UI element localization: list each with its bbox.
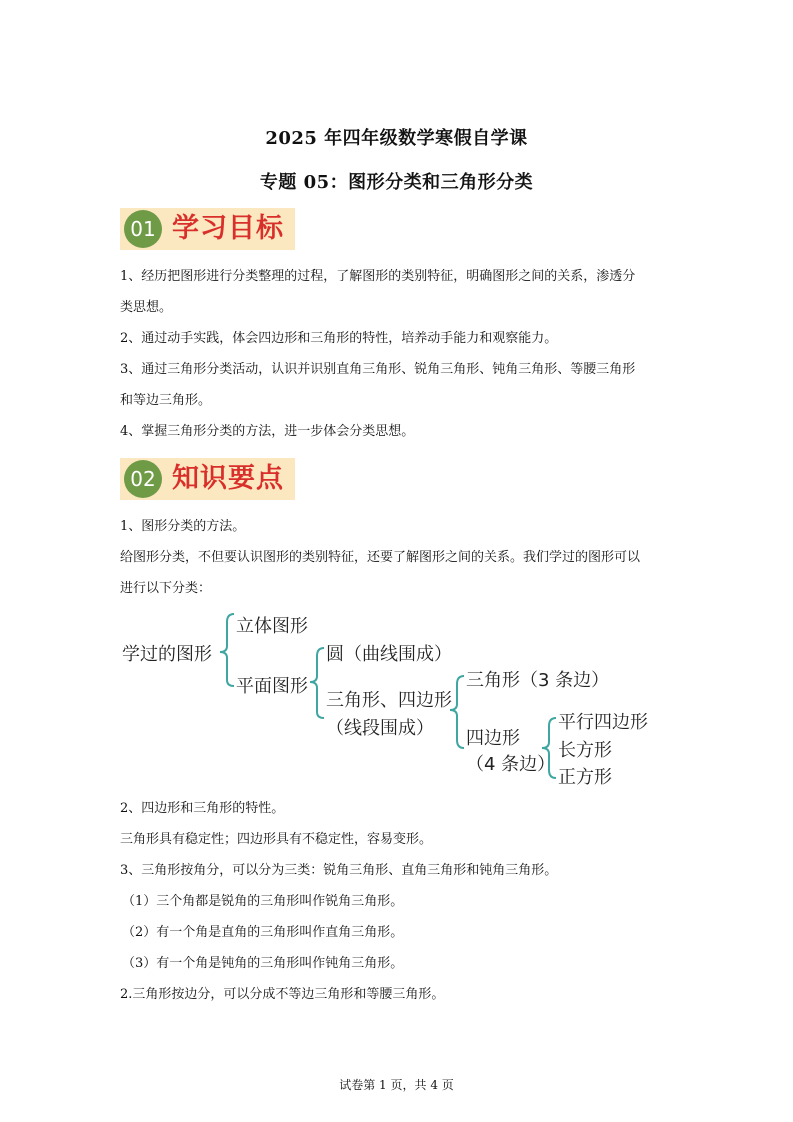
section-label: 知识要点 bbox=[172, 463, 284, 494]
knowledge-line: 3、三角形按角分，可以分为三类：锐角三角形、直角三角形和钝角三角形。 bbox=[120, 863, 558, 878]
node-triangle: 三角形（3 条边） bbox=[466, 670, 610, 691]
knowledge-line: （2）有一个角是直角的三角形叫作直角三角形。 bbox=[122, 925, 404, 940]
section-label: 学习目标 bbox=[172, 213, 284, 244]
objective-line: 2、通过动手实践，体会四边形和三角形的特性，培养动手能力和观察能力。 bbox=[120, 331, 558, 346]
objective-line: 1、经历把图形进行分类整理的过程，了解图形的类别特征，明确图形之间的关系，渗透分 bbox=[120, 269, 636, 284]
section-number: 01 bbox=[124, 210, 162, 248]
shape-classification-diagram bbox=[0, 600, 793, 795]
knowledge-line: （3）有一个角是钝角的三角形叫作钝角三角形。 bbox=[122, 956, 404, 971]
node-parallelogram: 平行四边形 bbox=[558, 712, 648, 733]
section-header-objectives bbox=[120, 208, 295, 250]
knowledge-line: 三角形具有稳定性；四边形具有不稳定性，容易变形。 bbox=[120, 832, 433, 847]
node-circle: 圆（曲线围成） bbox=[326, 644, 452, 665]
objective-line: 3、通过三角形分类活动，认识并识别直角三角形、锐角三角形、钝角三角形、等腰三角形 bbox=[120, 362, 636, 377]
node-quadrilateral: 四边形 bbox=[466, 728, 520, 749]
brace-icon bbox=[310, 648, 324, 718]
node-polygon-note: （线段围成） bbox=[326, 718, 434, 739]
knowledge-intro bbox=[120, 511, 680, 604]
node-plane: 平面图形 bbox=[236, 676, 308, 697]
section-number: 02 bbox=[124, 460, 162, 498]
objective-line: 4、掌握三角形分类的方法，进一步体会分类思想。 bbox=[120, 424, 415, 439]
node-rectangle: 长方形 bbox=[558, 740, 612, 761]
knowledge-line: 进行以下分类： bbox=[120, 581, 212, 596]
objective-line: 和等边三角形。 bbox=[120, 393, 212, 408]
node-polygon: 三角形、四边形 bbox=[326, 690, 452, 711]
page-footer: 试卷第 1 页，共 4 页 bbox=[339, 1078, 454, 1092]
section-header-knowledge bbox=[120, 458, 295, 500]
brace-icon bbox=[220, 614, 234, 686]
page-title: 2025 年四年级数学寒假自学课 bbox=[265, 128, 528, 149]
node-quadrilateral-note: （4 条边） bbox=[466, 754, 556, 775]
objectives-list bbox=[120, 261, 680, 447]
knowledge-line: （1）三个角都是锐角的三角形叫作锐角三角形。 bbox=[122, 894, 404, 909]
node-square: 正方形 bbox=[558, 767, 612, 788]
objective-line: 类思想。 bbox=[120, 300, 173, 315]
node-solid: 立体图形 bbox=[236, 616, 308, 637]
page-subtitle: 专题 05：图形分类和三角形分类 bbox=[259, 172, 534, 193]
knowledge-line: 给图形分类，不但要认识图形的类别特征，还要了解图形之间的关系。我们学过的图形可以 bbox=[120, 550, 641, 565]
node-root: 学过的图形 bbox=[122, 644, 212, 665]
knowledge-line: 2.三角形按边分，可以分成不等边三角形和等腰三角形。 bbox=[120, 987, 445, 1002]
brace-icon bbox=[450, 676, 464, 748]
knowledge-line: 2、四边形和三角形的特性。 bbox=[120, 801, 285, 816]
knowledge-line: 1、图形分类的方法。 bbox=[120, 519, 246, 534]
knowledge-rest bbox=[120, 793, 680, 1010]
